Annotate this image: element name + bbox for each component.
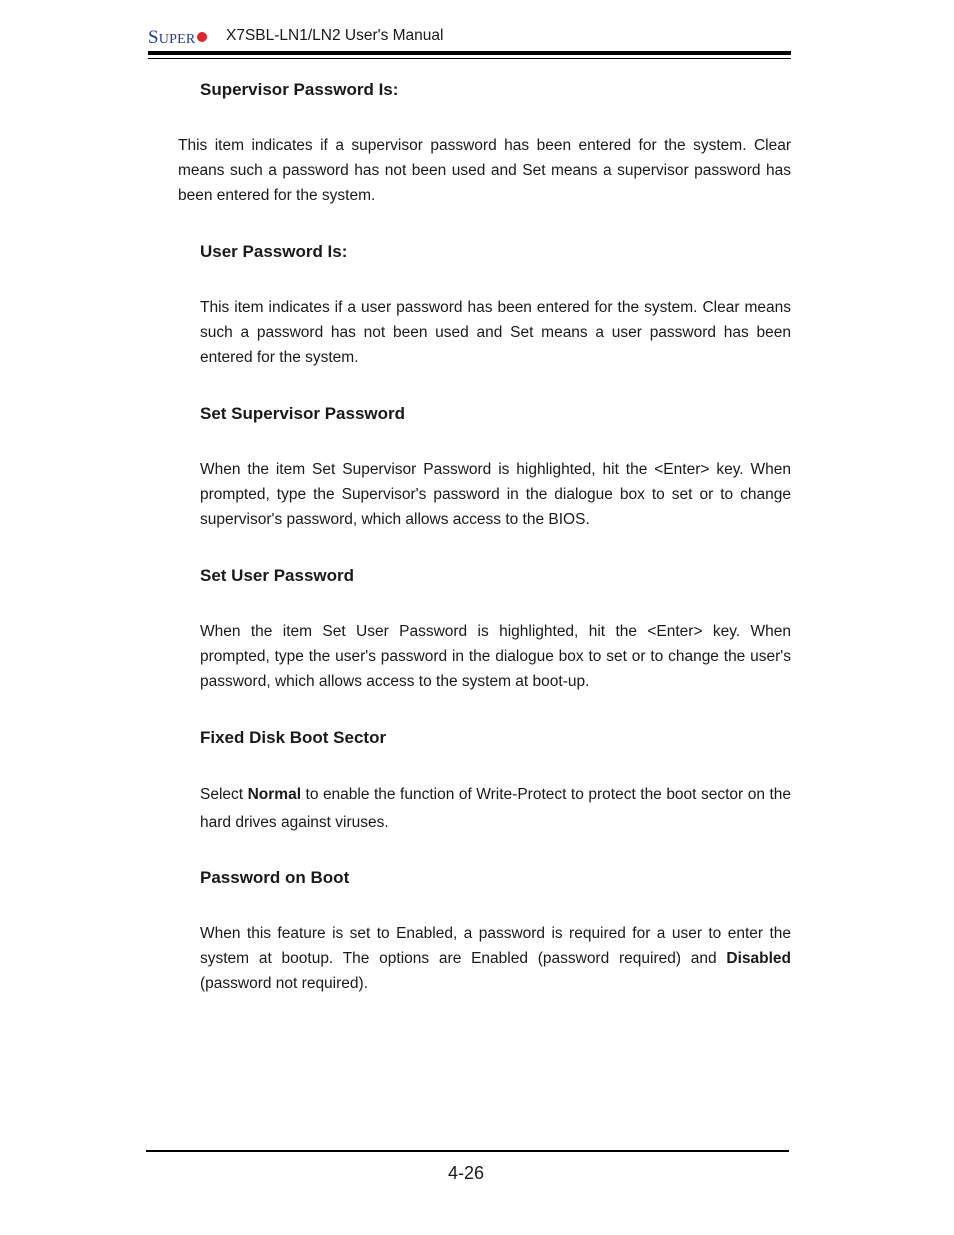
para-password-on-boot: [200, 921, 791, 996]
heading-user-password-is: User Password Is:: [200, 242, 348, 261]
para-set-supervisor-password: When the item Set Supervisor Password is highlighted, hit the <Enter> key. When prompted, type the Supervisor's password in the dialogue box to set or to change supervisor's password, which allows access to the BIOS.: [200, 461, 791, 528]
header-rule-thin: [148, 58, 791, 59]
heading-set-user-password: Set User Password: [200, 566, 355, 585]
para-text: to enable the function of Write-Protect to protect the boot sector on the hard drives against viruses.: [200, 786, 791, 831]
para-supervisor-password-is: This item indicates if a supervisor password has been entered for the system. Clear means such a password has not been used and Set means a supervisor password has been entered for the system.: [178, 137, 791, 204]
para-emphasis: Disabled: [726, 950, 791, 967]
manual-title: X7SBL-LN1/LN2 User's Manual: [226, 27, 444, 44]
para-set-user-password: When the item Set User Password is highlighted, hit the <Enter> key. When prompted, type the user's password in the dialogue box to set or to change the user's password, which allows access to the system at boot-up.: [200, 623, 791, 690]
para-fixed-disk-boot-sector: [200, 781, 791, 837]
heading-password-on-boot: Password on Boot: [200, 868, 350, 887]
logo-letter: S: [148, 27, 159, 48]
page-number: 4-26: [448, 1163, 485, 1183]
para-text: Select: [200, 786, 248, 803]
supermicro-logo: [148, 27, 207, 49]
para-emphasis: Normal: [247, 786, 301, 803]
logo-dot-icon: [197, 32, 207, 42]
heading-supervisor-password-is: Supervisor Password Is:: [200, 80, 399, 99]
para-user-password-is: This item indicates if a user password has been entered for the system. Clear means such a password has not been used and Set means a user password has been entered for the system.: [200, 299, 791, 366]
heading-fixed-disk-boot-sector: Fixed Disk Boot Sector: [200, 728, 387, 747]
para-text: When this feature is set to Enabled, a password is required for a user to enter the system at bootup. The options are Enabled (password required) and: [200, 925, 791, 967]
footer-rule: [146, 1150, 789, 1152]
heading-set-supervisor-password: Set Supervisor Password: [200, 404, 406, 423]
logo-wordmark: UPER: [158, 32, 196, 47]
para-text: (password not required).: [200, 975, 368, 992]
header-rule-thick: [148, 51, 791, 55]
